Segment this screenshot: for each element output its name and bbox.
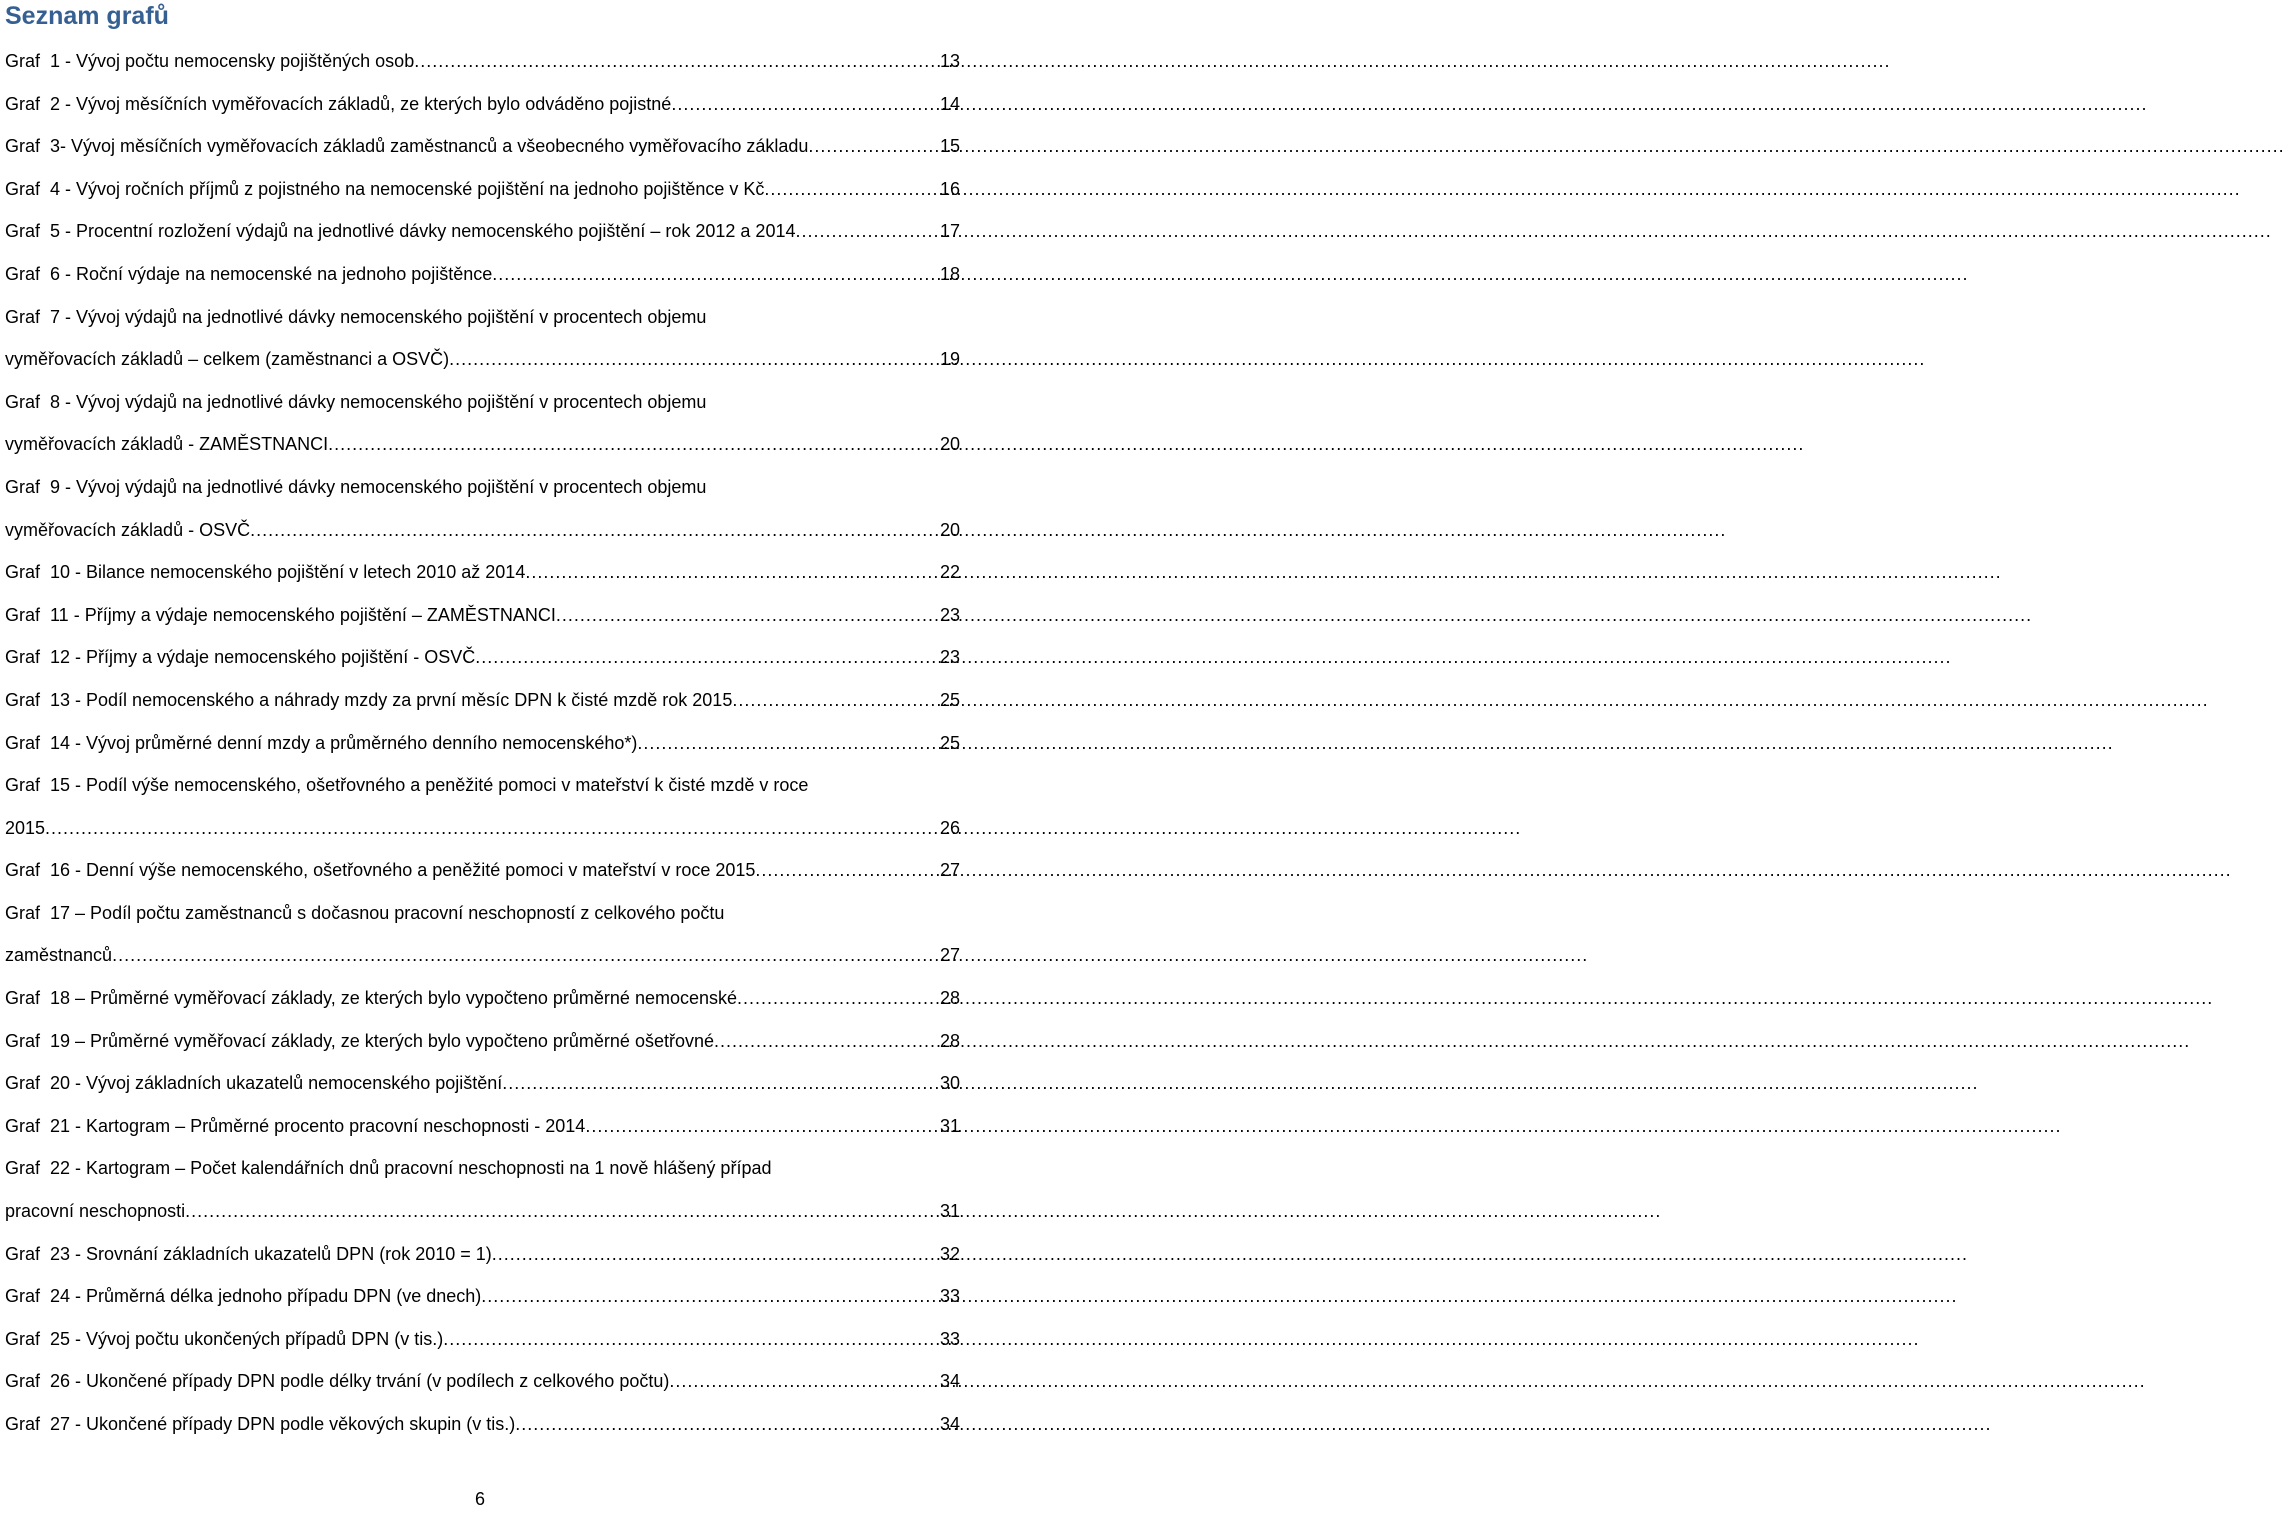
dot-leader xyxy=(475,636,932,679)
toc-entry[interactable] xyxy=(5,764,960,849)
toc-entry-title: Podíl nemocenského a náhrady mzdy za první měsíc DPN k čisté mzdě rok 2015 xyxy=(86,689,733,710)
toc-entry[interactable] xyxy=(5,83,960,126)
toc-entry-prefix: Graf 21 - xyxy=(5,1115,87,1136)
toc-entry-title: Vývoj výdajů na jednotlivé dávky nemocenského pojištění v procentech objemu xyxy=(76,391,707,412)
dot-leader xyxy=(525,551,932,594)
dot-leader xyxy=(250,509,932,552)
toc-entry-title: Příjmy a výdaje nemocenského pojištění - OSVČ xyxy=(86,647,476,668)
toc-entry-title: Podíl počtu zaměstnanců s dočasnou pracovní neschopností z celkového počtu xyxy=(90,902,725,923)
toc-entry[interactable] xyxy=(5,679,960,722)
toc-entry-title: Vývoj základních ukazatelů nemocenského pojištění xyxy=(86,1073,503,1094)
toc-entry-prefix: Graf 19 – xyxy=(5,1030,91,1051)
toc-entry[interactable] xyxy=(5,1147,960,1232)
toc-entry-page: 20 xyxy=(939,434,960,455)
toc-entry-prefix: Graf 26 - xyxy=(5,1371,87,1392)
toc-entry-title: Vývoj výdajů na jednotlivé dávky nemocenského pojištění v procentech objemu xyxy=(76,306,707,327)
toc-entry-first-line xyxy=(5,381,960,424)
toc-entry-line xyxy=(5,1020,960,1063)
toc-entry[interactable] xyxy=(5,594,960,637)
toc-entry-page: 31 xyxy=(939,1201,960,1222)
dot-leader xyxy=(714,1020,932,1063)
toc-entry-page: 33 xyxy=(939,1328,960,1349)
toc-entry-prefix: Graf 9 - xyxy=(5,476,77,497)
toc-entry[interactable] xyxy=(5,1020,960,1063)
toc-entry-prefix: Graf 18 – xyxy=(5,988,91,1009)
dot-leader xyxy=(185,1190,932,1233)
toc-entry-prefix: Graf 27 - xyxy=(5,1414,87,1434)
toc-entry-prefix: Graf 17 – xyxy=(5,902,91,923)
toc-entry-second-line xyxy=(5,423,960,466)
toc-entry-line xyxy=(5,253,960,296)
toc-entry-prefix: Graf 4 - xyxy=(5,178,77,199)
toc-entry[interactable] xyxy=(5,381,960,466)
toc-entry[interactable] xyxy=(5,466,960,551)
toc-entry-line xyxy=(5,1105,960,1148)
toc-entry-title: Příjmy a výdaje nemocenského pojištění – ZAMĚSTNANCI xyxy=(84,604,556,625)
toc-entry-title-continued: vyměřovacích základů – celkem (zaměstnanci a OSVČ) xyxy=(5,349,450,370)
toc-entry-page: 22 xyxy=(939,562,960,583)
toc-entry-line xyxy=(5,636,960,679)
toc-entry-page: 28 xyxy=(939,988,960,1009)
toc-entry-prefix: Graf 13 - xyxy=(5,689,87,710)
toc-entry-line xyxy=(5,1318,960,1361)
toc-entry-title: Bilance nemocenského pojištění v letech 2010 až 2014 xyxy=(86,562,526,583)
toc-entry-prefix: Graf 15 - xyxy=(5,775,87,796)
toc-entry-prefix: Graf 6 - xyxy=(5,263,77,284)
toc-entry-page: 30 xyxy=(939,1073,960,1094)
dot-leader xyxy=(443,1318,932,1361)
toc-entry-prefix: Graf 16 - xyxy=(5,860,87,881)
toc-entry-line xyxy=(5,83,960,126)
dot-leader xyxy=(112,934,932,977)
toc-entry-page: 27 xyxy=(939,945,960,966)
list-of-charts-heading: Seznam grafů xyxy=(5,2,169,30)
dot-leader xyxy=(515,1403,932,1446)
toc-entry-line xyxy=(5,1360,960,1403)
toc-entry-page: 32 xyxy=(939,1243,960,1264)
toc-entry-prefix: Graf 25 - xyxy=(5,1328,87,1349)
toc-entry-second-line xyxy=(5,509,960,552)
toc-list xyxy=(5,40,960,1446)
toc-entry[interactable] xyxy=(5,1403,960,1446)
toc-entry-prefix: Graf 10 - xyxy=(5,562,87,583)
toc-entry-title: Vývoj počtu nemocensky pojištěných osob xyxy=(76,51,415,71)
toc-entry-prefix: Graf 14 - xyxy=(5,732,87,753)
toc-entry-title: Vývoj výdajů na jednotlivé dávky nemocenského pojištění v procentech objemu xyxy=(76,476,707,497)
toc-entry-page: 23 xyxy=(939,604,960,625)
toc-entry[interactable] xyxy=(5,296,960,381)
toc-entry-line xyxy=(5,849,960,892)
toc-entry-title-continued: zaměstnanců xyxy=(5,945,113,966)
dot-leader xyxy=(732,679,932,722)
toc-entry-prefix: Graf 24 - xyxy=(5,1286,87,1307)
toc-entry-page: 16 xyxy=(939,178,960,199)
toc-entry[interactable] xyxy=(5,1062,960,1105)
toc-entry-page: 20 xyxy=(939,519,960,540)
dot-leader xyxy=(556,594,932,637)
toc-entry-second-line xyxy=(5,338,960,381)
toc-entry[interactable] xyxy=(5,892,960,977)
toc-entry-second-line xyxy=(5,934,960,977)
document-page xyxy=(0,0,960,1515)
toc-entry[interactable] xyxy=(5,636,960,679)
toc-entry-title: Ukončené případy DPN podle délky trvání (v podílech z celkového počtu) xyxy=(86,1371,670,1392)
toc-entry-title: Průměrná délka jednoho případu DPN (ve dnech) xyxy=(86,1286,482,1307)
toc-entry-page: 15 xyxy=(939,136,960,157)
toc-entry-prefix: Graf 12 - xyxy=(5,647,87,668)
toc-entry-first-line xyxy=(5,764,960,807)
toc-entry-line xyxy=(5,594,960,637)
toc-entry-line xyxy=(5,551,960,594)
toc-entry-title: Vývoj počtu ukončených případů DPN (v tis.) xyxy=(86,1328,444,1349)
toc-entry-title: Podíl výše nemocenského, ošetřovného a peněžité pomoci v mateřství k čisté mzdě v roce xyxy=(86,775,809,796)
toc-entry-title-continued: vyměřovacích základů - ZAMĚSTNANCI xyxy=(5,434,329,455)
toc-entry-page: 26 xyxy=(939,817,960,838)
toc-entry-page: 23 xyxy=(939,647,960,668)
toc-entry-title: Vývoj měsíčních vyměřovacích základů zaměstnanců a všeobecného vyměřovacího základu xyxy=(71,136,809,157)
toc-entry-prefix: Graf 7 - xyxy=(5,306,77,327)
toc-entry-prefix: Graf 3- xyxy=(5,136,72,157)
page-number: 6 xyxy=(474,1489,485,1509)
toc-entry[interactable] xyxy=(5,722,960,765)
dot-leader xyxy=(737,977,932,1020)
toc-entry-first-line xyxy=(5,466,960,509)
toc-entry-title: Vývoj ročních příjmů z pojistného na nemocenské pojištění na jednoho pojištěnce v Kč xyxy=(76,178,765,199)
dot-leader xyxy=(808,125,932,168)
toc-entry[interactable] xyxy=(5,1105,960,1148)
toc-entry-first-line xyxy=(5,892,960,935)
toc-entry-line xyxy=(5,1062,960,1105)
toc-entry-second-line xyxy=(5,807,960,850)
toc-entry-title: Srovnání základních ukazatelů DPN (rok 2010 = 1) xyxy=(86,1243,492,1264)
dot-leader xyxy=(764,168,932,211)
toc-entry-title: Roční výdaje na nemocenské na jednoho pojištěnce xyxy=(76,263,493,284)
toc-entry-prefix: Graf 11 - xyxy=(5,604,85,625)
dot-leader xyxy=(492,1233,932,1276)
toc-entry-title: Vývoj měsíčních vyměřovacích základů, ze kterých bylo odváděno pojistné xyxy=(76,93,672,114)
toc-entry-title-continued: vyměřovacích základů - OSVČ xyxy=(5,519,251,540)
toc-entry[interactable] xyxy=(5,125,960,168)
toc-entry-title: Denní výše nemocenského, ošetřovného a peněžité pomoci v mateřství v roce 2015 xyxy=(86,860,756,881)
toc-entry-line xyxy=(5,1403,960,1446)
toc-entry[interactable] xyxy=(5,1275,960,1318)
toc-entry-prefix: Graf 22 - xyxy=(5,1158,87,1179)
toc-entry-page: 34 xyxy=(939,1414,960,1434)
toc-entry-page: 28 xyxy=(939,1030,960,1051)
dot-leader xyxy=(669,1360,932,1403)
toc-entry-page: 19 xyxy=(939,349,960,370)
toc-entry-line xyxy=(5,1233,960,1276)
toc-entry[interactable] xyxy=(5,210,960,253)
toc-entry-prefix: Graf 23 - xyxy=(5,1243,87,1264)
toc-entry-page: 33 xyxy=(939,1286,960,1307)
toc-entry-page: 14 xyxy=(939,93,960,114)
toc-entry-line xyxy=(5,210,960,253)
toc-entry[interactable] xyxy=(5,1233,960,1276)
toc-entry-line xyxy=(5,125,960,168)
toc-entry-first-line xyxy=(5,1147,960,1190)
toc-entry-second-line xyxy=(5,1190,960,1233)
toc-entry-title: Procentní rozložení výdajů na jednotlivé dávky nemocenského pojištění – rok 2012 a 2014 xyxy=(76,221,796,242)
toc-entry-line xyxy=(5,40,960,83)
toc-entry-line xyxy=(5,168,960,211)
dot-leader xyxy=(755,849,932,892)
toc-entry[interactable] xyxy=(5,253,960,296)
toc-entry-line xyxy=(5,977,960,1020)
toc-entry-title: Vývoj průměrné denní mzdy a průměrného denního nemocenského*) xyxy=(86,732,638,753)
toc-entry-page: 27 xyxy=(939,860,960,881)
toc-entry-first-line xyxy=(5,296,960,339)
toc-entry[interactable] xyxy=(5,40,960,83)
toc-entry-page: 13 xyxy=(939,51,960,71)
dot-leader xyxy=(481,1275,932,1318)
toc-entry[interactable] xyxy=(5,1318,960,1361)
toc-entry-page: 17 xyxy=(939,221,960,242)
toc-entry-page: 18 xyxy=(939,263,960,284)
dot-leader xyxy=(637,722,932,765)
toc-entry-title-continued: 2015 xyxy=(5,817,46,838)
toc-entry[interactable] xyxy=(5,551,960,594)
dot-leader xyxy=(795,210,932,253)
toc-entry-title: Kartogram – Počet kalendářních dnů pracovní neschopnosti na 1 nově hlášený případ xyxy=(86,1158,772,1179)
toc-entry-page: 25 xyxy=(939,689,960,710)
toc-entry-title-continued: pracovní neschopnosti xyxy=(5,1201,186,1222)
dot-leader xyxy=(502,1062,932,1105)
toc-entry-line xyxy=(5,679,960,722)
dot-leader xyxy=(45,807,932,850)
dot-leader xyxy=(328,423,932,466)
toc-entry[interactable] xyxy=(5,168,960,211)
dot-leader xyxy=(492,253,932,296)
toc-entry-title: Průměrné vyměřovací základy, ze kterých bylo vypočteno průměrné nemocenské xyxy=(90,988,738,1009)
toc-entry[interactable] xyxy=(5,849,960,892)
toc-entry-line xyxy=(5,722,960,765)
toc-entry-line xyxy=(5,1275,960,1318)
toc-entry-page: 34 xyxy=(939,1371,960,1392)
toc-entry-title: Průměrné vyměřovací základy, ze kterých bylo vypočteno průměrné ošetřovné xyxy=(90,1030,714,1051)
toc-entry-title: Ukončené případy DPN podle věkových skupin (v tis.) xyxy=(86,1414,516,1434)
toc-entry-title: Kartogram – Průměrné procento pracovní neschopnosti - 2014 xyxy=(86,1115,586,1136)
toc-entry[interactable] xyxy=(5,1360,960,1403)
dot-leader xyxy=(585,1105,932,1148)
toc-entry-page: 25 xyxy=(939,732,960,753)
toc-entry-prefix: Graf 20 - xyxy=(5,1073,87,1094)
toc-entry-prefix: Graf 1 - xyxy=(5,51,77,71)
toc-entry-prefix: Graf 8 - xyxy=(5,391,77,412)
toc-entry[interactable] xyxy=(5,977,960,1020)
toc-entry-page: 31 xyxy=(939,1115,960,1136)
dot-leader xyxy=(414,40,932,83)
toc-entry-prefix: Graf 5 - xyxy=(5,221,77,242)
toc-entry-prefix: Graf 2 - xyxy=(5,93,77,114)
dot-leader xyxy=(671,83,932,126)
dot-leader xyxy=(449,338,932,381)
